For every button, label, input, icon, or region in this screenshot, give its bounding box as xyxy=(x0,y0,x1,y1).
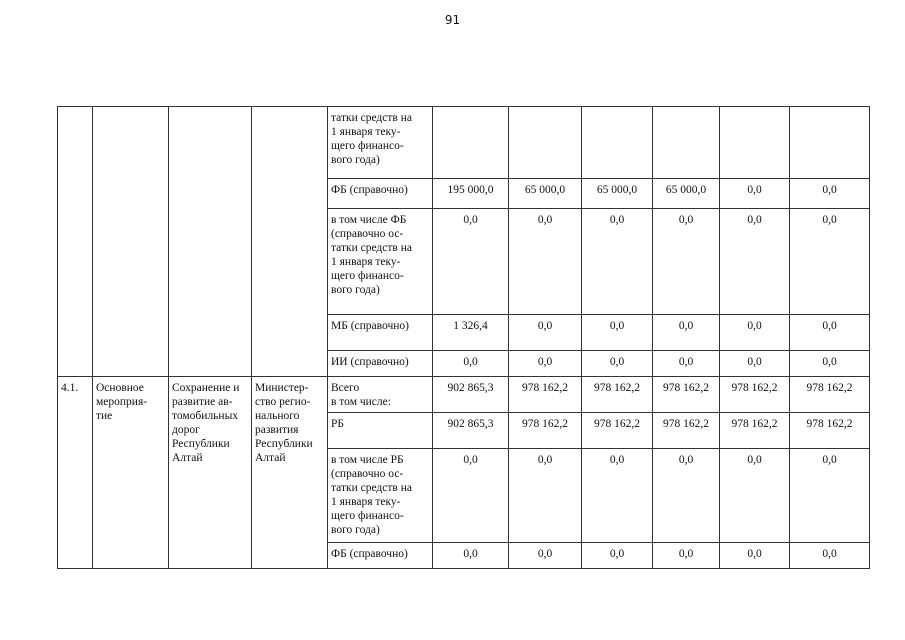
value-cell: 0,0 xyxy=(653,315,720,351)
value-cell: 0,0 xyxy=(720,315,790,351)
value-cell: 0,0 xyxy=(433,209,509,315)
source-line: ФБ (справочно) xyxy=(331,184,408,196)
item-name-line: Сохранение и xyxy=(172,382,240,394)
source-cell xyxy=(328,179,433,209)
source-line: щего финансо- xyxy=(331,510,404,522)
value-cell: 0,0 xyxy=(582,449,653,543)
source-line: щего финансо- xyxy=(331,140,404,152)
value-cell: 0,0 xyxy=(433,351,509,377)
value-cell: 978 162,2 xyxy=(720,413,790,449)
source-line: Всего xyxy=(331,382,360,394)
value-cell xyxy=(790,107,870,179)
source-line: (справочно ос- xyxy=(331,468,404,480)
value-cell: 0,0 xyxy=(433,543,509,569)
value-cell: 0,0 xyxy=(720,209,790,315)
source-line: в том числе ФБ xyxy=(331,214,407,226)
item-executor-line: ство регио- xyxy=(255,396,311,408)
source-cell xyxy=(328,449,433,543)
item-type-line: Основное xyxy=(96,382,144,394)
value-cell: 65 000,0 xyxy=(582,179,653,209)
value-cell: 0,0 xyxy=(582,209,653,315)
value-cell: 978 162,2 xyxy=(509,377,582,413)
source-line: РБ xyxy=(331,418,344,430)
source-line: МБ (справочно) xyxy=(331,320,409,332)
value-cell: 978 162,2 xyxy=(653,377,720,413)
value-cell: 0,0 xyxy=(790,209,870,315)
item-executor-line: нального xyxy=(255,410,300,422)
source-line: (справочно ос- xyxy=(331,228,404,240)
value-cell: 0,0 xyxy=(653,351,720,377)
value-cell: 0,0 xyxy=(790,179,870,209)
value-cell: 0,0 xyxy=(509,209,582,315)
value-cell: 978 162,2 xyxy=(653,413,720,449)
value-cell: 195 000,0 xyxy=(433,179,509,209)
source-cell xyxy=(328,107,433,179)
value-cell: 0,0 xyxy=(653,543,720,569)
source-line: вого года) xyxy=(331,284,380,296)
item-name-line: Алтай xyxy=(172,452,203,464)
item-type-cell xyxy=(93,377,169,569)
value-cell: 978 162,2 xyxy=(790,413,870,449)
value-cell: 978 162,2 xyxy=(790,377,870,413)
value-cell: 65 000,0 xyxy=(653,179,720,209)
item-name-line: развитие ав- xyxy=(172,396,233,408)
item-name-cell xyxy=(169,377,252,569)
source-line: вого года) xyxy=(331,154,380,166)
source-line: татки средств на xyxy=(331,112,412,124)
value-cell: 0,0 xyxy=(509,449,582,543)
source-line: ИИ (справочно) xyxy=(331,356,409,368)
source-line: в том числе РБ xyxy=(331,454,404,466)
item-name-line: томобильных xyxy=(172,410,239,422)
item-number-cell: 4.1. xyxy=(58,377,93,569)
value-cell: 0,0 xyxy=(720,351,790,377)
value-cell: 0,0 xyxy=(509,315,582,351)
source-line: татки средств на xyxy=(331,242,412,254)
value-cell: 65 000,0 xyxy=(509,179,582,209)
blank-cell xyxy=(252,107,328,377)
source-line: ФБ (справочно) xyxy=(331,548,408,560)
value-cell: 902 865,3 xyxy=(433,413,509,449)
blank-cell xyxy=(93,107,169,377)
value-cell: 1 326,4 xyxy=(433,315,509,351)
page-number: 91 xyxy=(444,13,461,27)
value-cell xyxy=(582,107,653,179)
blank-cell xyxy=(58,107,93,377)
item-executor-cell xyxy=(252,377,328,569)
value-cell: 0,0 xyxy=(720,543,790,569)
value-cell: 978 162,2 xyxy=(582,377,653,413)
source-cell xyxy=(328,351,433,377)
value-cell: 902 865,3 xyxy=(433,377,509,413)
source-line: 1 января теку- xyxy=(331,256,401,268)
item-executor-line: Алтай xyxy=(255,452,286,464)
value-cell xyxy=(720,107,790,179)
item-name-line: Республики xyxy=(172,438,230,450)
blank-cell xyxy=(169,107,252,377)
value-cell xyxy=(653,107,720,179)
value-cell: 0,0 xyxy=(653,449,720,543)
source-cell xyxy=(328,209,433,315)
value-cell: 0,0 xyxy=(582,315,653,351)
source-line: щего финансо- xyxy=(331,270,404,282)
source-line: вого года) xyxy=(331,524,380,536)
source-line: 1 января теку- xyxy=(331,496,401,508)
value-cell: 0,0 xyxy=(720,449,790,543)
source-cell xyxy=(328,377,433,413)
item-executor-line: развития xyxy=(255,424,299,436)
source-cell xyxy=(328,413,433,449)
source-line: татки средств на xyxy=(331,482,412,494)
source-line: в том числе: xyxy=(331,396,391,408)
value-cell: 978 162,2 xyxy=(582,413,653,449)
table-row xyxy=(58,377,870,413)
item-executor-line: Министер- xyxy=(255,382,309,394)
source-line: 1 января теку- xyxy=(331,126,401,138)
item-type-line: тие xyxy=(96,410,113,422)
source-cell xyxy=(328,315,433,351)
value-cell: 0,0 xyxy=(582,543,653,569)
value-cell: 0,0 xyxy=(582,351,653,377)
value-cell: 0,0 xyxy=(790,543,870,569)
source-cell xyxy=(328,543,433,569)
item-executor-line: Республики xyxy=(255,438,313,450)
item-type-line: мероприя- xyxy=(96,396,148,408)
value-cell: 0,0 xyxy=(790,315,870,351)
value-cell: 0,0 xyxy=(509,351,582,377)
value-cell: 0,0 xyxy=(720,179,790,209)
value-cell: 0,0 xyxy=(509,543,582,569)
value-cell: 978 162,2 xyxy=(720,377,790,413)
value-cell: 0,0 xyxy=(653,209,720,315)
value-cell: 0,0 xyxy=(790,351,870,377)
value-cell xyxy=(433,107,509,179)
value-cell: 978 162,2 xyxy=(509,413,582,449)
value-cell: 0,0 xyxy=(433,449,509,543)
item-name-line: дорог xyxy=(172,424,200,436)
table-row xyxy=(58,107,870,179)
value-cell xyxy=(509,107,582,179)
budget-table xyxy=(57,106,870,569)
value-cell: 0,0 xyxy=(790,449,870,543)
